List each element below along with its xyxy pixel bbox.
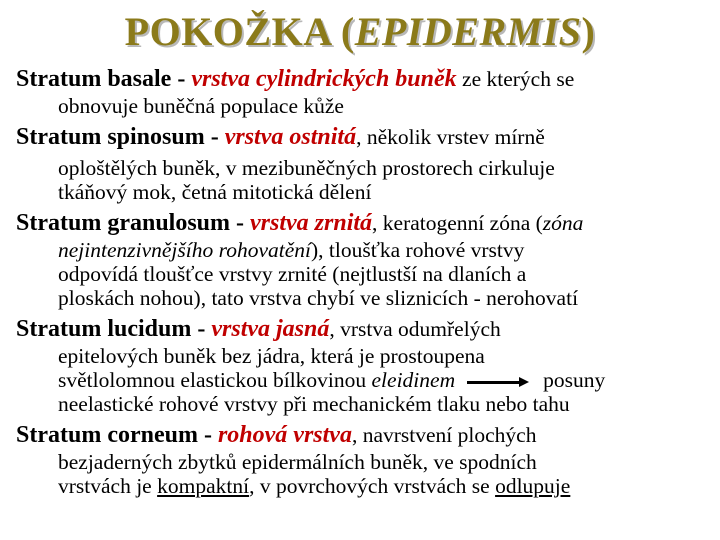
text-line: ploskách nohou), tato vrstva chybí ve sliznicích - nerohovatí [58,286,579,310]
text-line-wrap [16,368,706,392]
term-stratum-basale: Stratum basale [16,66,172,92]
text-underlined: kompaktní [157,474,250,498]
text-line: vrstvách je [58,474,158,498]
page-title: POKOŽKA (EPIDERMIS) [124,9,596,54]
text-line: bezjaderných zbytků epidermálních buněk, ve spodních [58,450,537,474]
separator: - [197,422,218,448]
term-stratum-granulosum: Stratum granulosum [16,210,231,236]
term-stratum-spinosum: Stratum spinosum [16,124,205,150]
text-line: posuny [543,368,606,392]
text-line: tkáňový mok, četná mitotická dělení [58,180,372,204]
text-line-wrap [16,238,706,262]
text-line: odpovídá tloušťce vrstvy zrnité (nejtlustší na dlaních a [58,262,527,286]
text-italic: zóna [542,211,584,235]
paragraph-stratum-granulosum [16,208,706,310]
text-line: epitelových buněk bez jádra, která je prostoupena [58,344,485,368]
title-main: POKOŽKA [124,9,331,54]
separator: - [171,66,192,92]
separator: - [191,316,212,342]
text-underlined: odlupuje [495,474,571,498]
separator: - [230,210,251,236]
text-line: , několik vrstev mírně [356,125,545,149]
text-line: neelastické rohové vrstvy při mechanickém tlaku nebo tahu [58,392,570,416]
paragraph-stratum-basale [16,64,706,118]
layer-name: vrstva cylindrických buněk [191,66,457,92]
paragraph-stratum-spinosum [16,122,706,204]
title-latin: EPIDERMIS [354,9,582,54]
text-italic: eleidinem [371,368,456,392]
term-stratum-corneum: Stratum corneum [16,422,198,448]
text-line: ), tloušťka rohové vrstvy [310,238,525,262]
layer-name: vrstva ostnitá [224,124,357,150]
text-line: světlolomnou elastickou bílkovinou [58,368,372,392]
text-line: ze kterých se [456,67,575,91]
text-italic: nejintenzivnějšího rohovatění [58,238,311,262]
right-arrow-icon [467,377,529,387]
paragraph-stratum-corneum [16,420,706,498]
text-line: obnovuje buněčná populace kůže [58,94,344,118]
text-body [16,64,706,498]
text-line: oploštělých buněk, v mezibuněčných prostorech cirkuluje [58,156,555,180]
paragraph-stratum-lucidum [16,314,706,416]
separator: - [204,124,225,150]
text-line: , keratogenní zóna ( [372,211,543,235]
layer-name: rohová vrstva [217,422,352,448]
text-line-wrap [16,474,706,498]
text-line: , v povrchových vrstvách se [249,474,496,498]
layer-name: vrstva jasná [211,316,330,342]
layer-name: vrstva zrnitá [250,210,373,236]
text-line: , navrstvení plochých [351,423,537,447]
text-line: , vrstva odumřelých [329,317,501,341]
term-stratum-lucidum: Stratum lucidum [16,316,192,342]
